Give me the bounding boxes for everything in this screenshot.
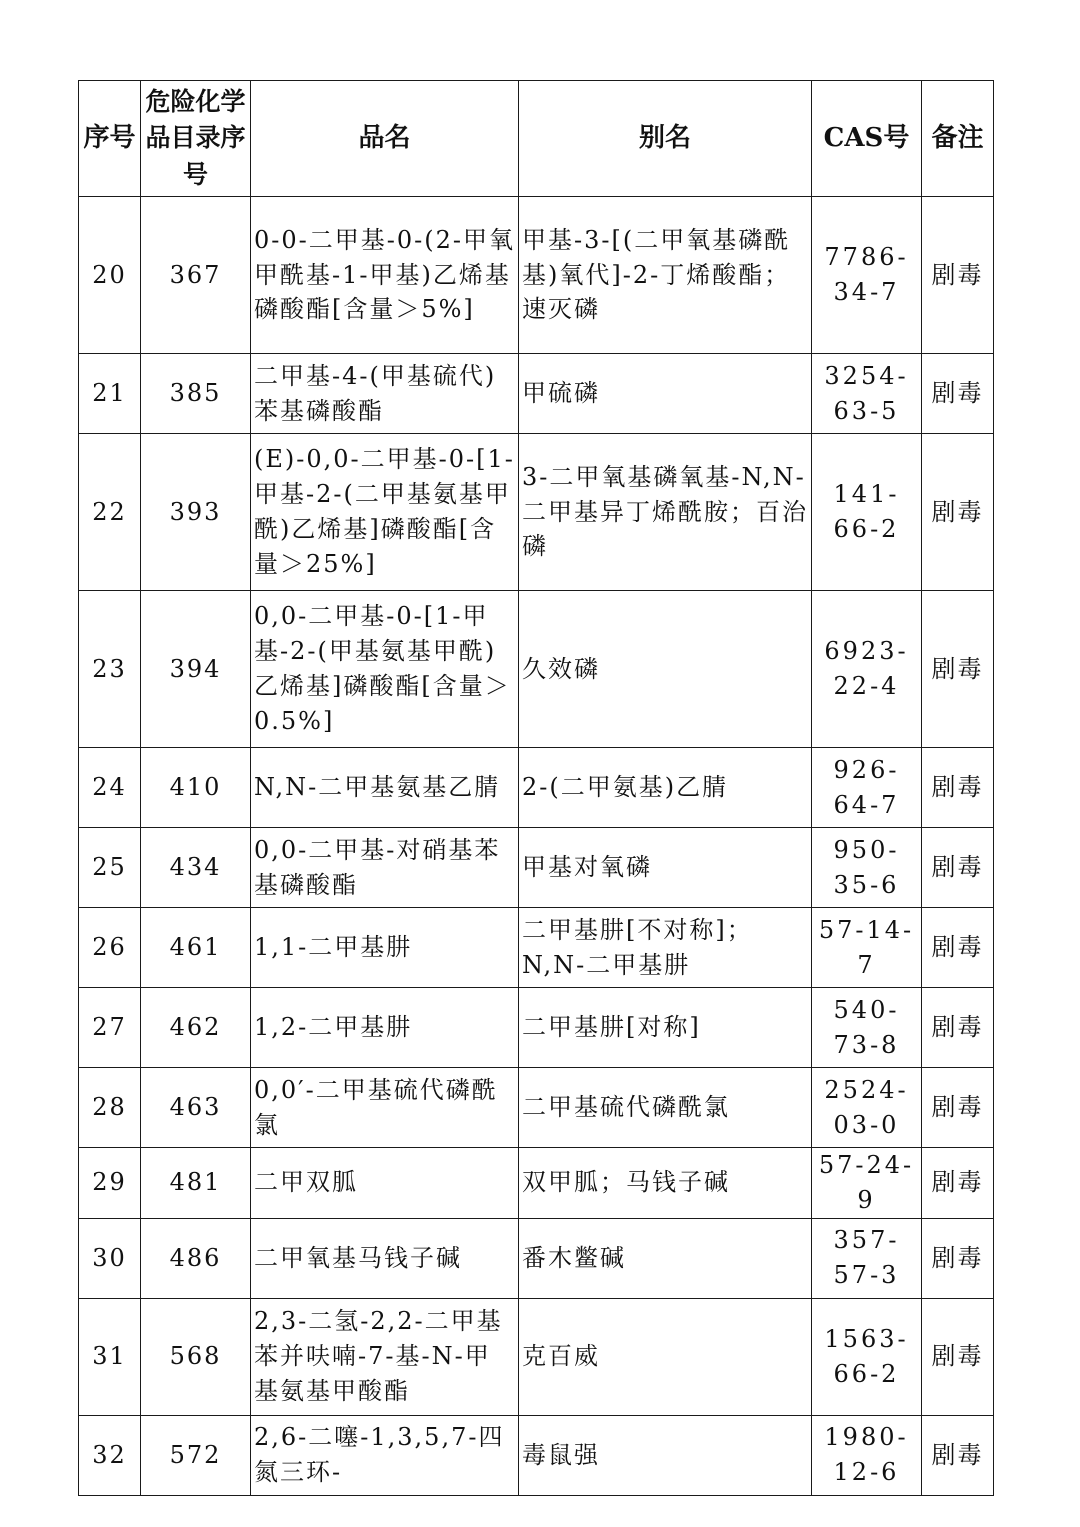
table-row	[79, 1068, 994, 1148]
cell-name: 二甲双胍	[251, 1148, 519, 1219]
cell-catalog-no: 393	[141, 434, 251, 591]
cell-cas: 950-35-6	[812, 828, 922, 908]
cell-alias: 二甲基肼[不对称]；N,N-二甲基肼	[519, 908, 812, 988]
cell-alias: 番木鳖碱	[519, 1218, 812, 1298]
cell-seq: 23	[79, 591, 141, 748]
cell-remark: 剧毒	[922, 1415, 994, 1495]
cell-remark: 剧毒	[922, 1148, 994, 1219]
cell-name: 2,3-二氢-2,2-二甲基苯并呋喃-7-基-N-甲基氨基甲酸酯	[251, 1298, 519, 1415]
cell-name: (E)-0,0-二甲基-0-[1-甲基-2-(二甲基氨基甲酰)乙烯基]磷酸酯[含量＞25%]	[251, 434, 519, 591]
cell-seq: 27	[79, 988, 141, 1068]
table-row	[79, 988, 994, 1068]
header-remark: 备注	[922, 81, 994, 197]
table-row	[79, 1218, 994, 1298]
cell-cas: 57-14-7	[812, 908, 922, 988]
cell-alias: 克百威	[519, 1298, 812, 1415]
cell-remark: 剧毒	[922, 197, 994, 354]
cell-remark: 剧毒	[922, 434, 994, 591]
cell-remark: 剧毒	[922, 1298, 994, 1415]
cell-name: 0,0-二甲基-对硝基苯基磷酸酯	[251, 828, 519, 908]
cell-alias: 2-(二甲氨基)乙腈	[519, 748, 812, 828]
cell-catalog-no: 486	[141, 1218, 251, 1298]
cell-catalog-no: 462	[141, 988, 251, 1068]
cell-name: 0,0-二甲基-0-[1-甲基-2-(甲基氨基甲酰)乙烯基]磷酸酯[含量＞0.5%]	[251, 591, 519, 748]
table-row	[79, 1415, 994, 1495]
cell-seq: 24	[79, 748, 141, 828]
cell-alias: 二甲基肼[对称]	[519, 988, 812, 1068]
cell-cas: 57-24-9	[812, 1148, 922, 1219]
cell-remark: 剧毒	[922, 988, 994, 1068]
cell-seq: 21	[79, 354, 141, 434]
cell-cas: 926-64-7	[812, 748, 922, 828]
table-header-row	[79, 81, 994, 197]
cell-remark: 剧毒	[922, 908, 994, 988]
cell-cas: 1563-66-2	[812, 1298, 922, 1415]
cell-name: 2,6-二噻-1,3,5,7-四氮三环-	[251, 1415, 519, 1495]
cell-catalog-no: 367	[141, 197, 251, 354]
hazardous-chemicals-table	[78, 80, 994, 1496]
cell-name: 二甲氧基马钱子碱	[251, 1218, 519, 1298]
table-row	[79, 1148, 994, 1219]
cell-cas: 7786-34-7	[812, 197, 922, 354]
cell-catalog-no: 461	[141, 908, 251, 988]
cell-name: 二甲基-4-(甲基硫代)苯基磷酸酯	[251, 354, 519, 434]
cell-cas: 540-73-8	[812, 988, 922, 1068]
cell-seq: 32	[79, 1415, 141, 1495]
header-alias: 别名	[519, 81, 812, 197]
cell-seq: 28	[79, 1068, 141, 1148]
cell-remark: 剧毒	[922, 354, 994, 434]
cell-seq: 25	[79, 828, 141, 908]
cell-catalog-no: 385	[141, 354, 251, 434]
table-row	[79, 1298, 994, 1415]
cell-cas: 2524-03-0	[812, 1068, 922, 1148]
cell-remark: 剧毒	[922, 748, 994, 828]
cell-seq: 20	[79, 197, 141, 354]
cell-cas: 357-57-3	[812, 1218, 922, 1298]
cell-name: N,N-二甲基氨基乙腈	[251, 748, 519, 828]
cell-catalog-no: 568	[141, 1298, 251, 1415]
cell-name: 0-0-二甲基-0-(2-甲氧甲酰基-1-甲基)乙烯基磷酸酯[含量＞5%]	[251, 197, 519, 354]
cell-cas: 141-66-2	[812, 434, 922, 591]
cell-alias: 双甲胍；马钱子碱	[519, 1148, 812, 1219]
cell-alias: 甲硫磷	[519, 354, 812, 434]
cell-cas: 3254-63-5	[812, 354, 922, 434]
header-name: 品名	[251, 81, 519, 197]
header-seq: 序号	[79, 81, 141, 197]
header-catalog-no: 危险化学品目录序号	[141, 81, 251, 197]
cell-catalog-no: 410	[141, 748, 251, 828]
table-row	[79, 908, 994, 988]
cell-catalog-no: 463	[141, 1068, 251, 1148]
cell-alias: 3-二甲氧基磷氧基-N,N-二甲基异丁烯酰胺；百治磷	[519, 434, 812, 591]
cell-alias: 久效磷	[519, 591, 812, 748]
cell-name: 1,2-二甲基肼	[251, 988, 519, 1068]
cell-seq: 29	[79, 1148, 141, 1219]
cell-name: 0,0′-二甲基硫代磷酰氯	[251, 1068, 519, 1148]
cell-remark: 剧毒	[922, 591, 994, 748]
cell-alias: 毒鼠强	[519, 1415, 812, 1495]
table-row	[79, 197, 994, 354]
cell-seq: 22	[79, 434, 141, 591]
cell-remark: 剧毒	[922, 1218, 994, 1298]
cell-remark: 剧毒	[922, 1068, 994, 1148]
table-row	[79, 591, 994, 748]
cell-seq: 31	[79, 1298, 141, 1415]
table-row	[79, 828, 994, 908]
cell-catalog-no: 481	[141, 1148, 251, 1219]
cell-alias: 甲基对氧磷	[519, 828, 812, 908]
cell-seq: 26	[79, 908, 141, 988]
table-row	[79, 354, 994, 434]
cell-cas: 1980-12-6	[812, 1415, 922, 1495]
cell-cas: 6923-22-4	[812, 591, 922, 748]
cell-catalog-no: 572	[141, 1415, 251, 1495]
cell-alias: 二甲基硫代磷酰氯	[519, 1068, 812, 1148]
cell-alias: 甲基-3-[(二甲氧基磷酰基)氧代]-2-丁烯酸酯；速灭磷	[519, 197, 812, 354]
cell-catalog-no: 434	[141, 828, 251, 908]
cell-catalog-no: 394	[141, 591, 251, 748]
cell-name: 1,1-二甲基肼	[251, 908, 519, 988]
cell-seq: 30	[79, 1218, 141, 1298]
table-row	[79, 434, 994, 591]
cell-remark: 剧毒	[922, 828, 994, 908]
table-row	[79, 748, 994, 828]
header-cas: CAS号	[812, 81, 922, 197]
